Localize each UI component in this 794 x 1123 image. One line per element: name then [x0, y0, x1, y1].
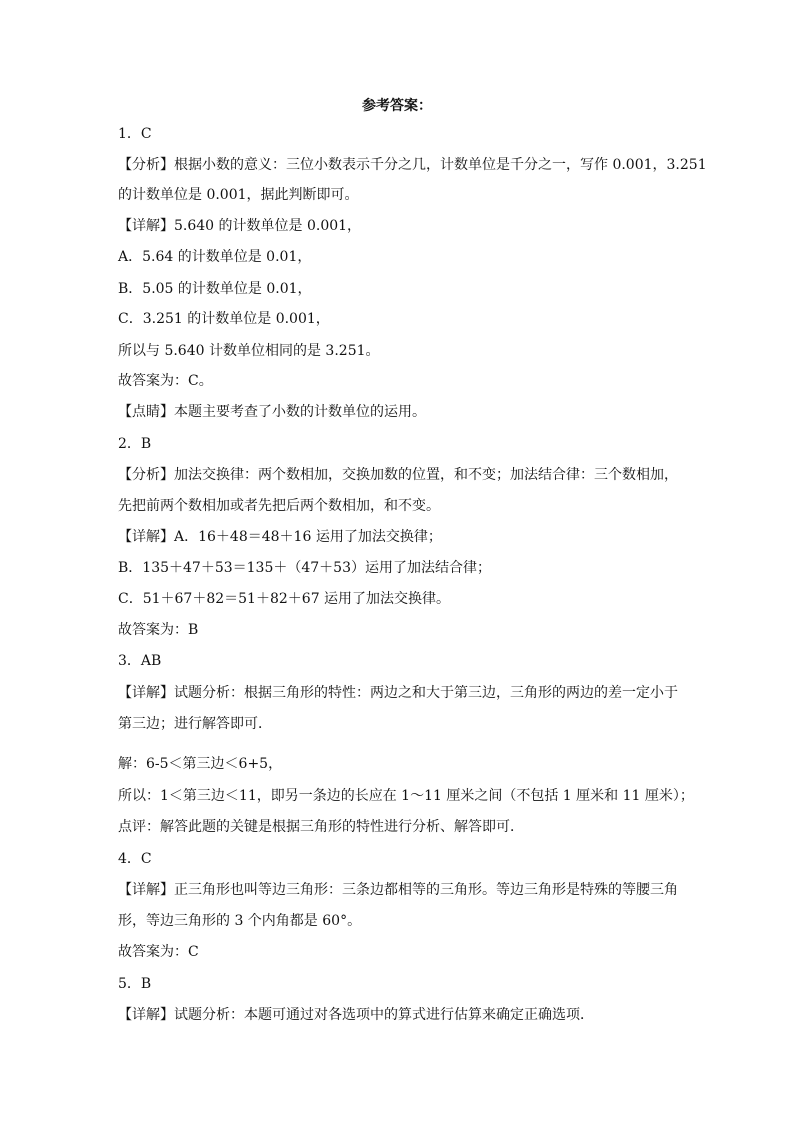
answer-4-detail-line-1: 【详解】正三角形也叫等边三角形：三条边都相等的三角形。等边三角形是特殊的等腰三角 — [118, 882, 678, 898]
answer-1-result: 故答案为：C。 — [118, 373, 213, 389]
answer-1-number: 1．C — [118, 126, 152, 142]
answer-4-number: 4．C — [118, 851, 152, 867]
answer-1-comment: 【点睛】本题主要考查了小数的计数单位的运用。 — [118, 404, 426, 420]
answer-2-detail-b: B．135＋47＋53＝135＋（47＋53）运用了加法结合律； — [118, 560, 491, 576]
answer-2-detail-c: C．51＋67＋82＝51＋82＋67 运用了加法交换律。 — [118, 591, 451, 607]
answer-1-detail: 【详解】5.640 的计数单位是 0.001， — [118, 218, 362, 234]
page-title: 参考答案： — [362, 98, 432, 114]
answer-2-detail-a: 【详解】A．16＋48＝48＋16 运用了加法交换律； — [118, 529, 442, 545]
answer-1-option-a: A．5.64 的计数单位是 0.01， — [118, 249, 312, 265]
answer-5-number: 5．B — [118, 976, 152, 992]
answer-2-result: 故答案为：B — [118, 622, 199, 638]
answer-1-option-b: B．5.05 的计数单位是 0.01， — [118, 281, 312, 297]
answer-4-detail-line-2: 形，等边三角形的 3 个内角都是 60°。 — [118, 913, 362, 929]
answer-1-analysis-line-2: 的计数单位是 0.001，据此判断即可。 — [118, 187, 359, 203]
answer-3-number: 3．AB — [118, 653, 162, 669]
answer-5-detail: 【详解】试题分析：本题可通过对各选项中的算式进行估算来确定正确选项． — [118, 1007, 594, 1023]
answer-2-number: 2．B — [118, 436, 152, 452]
answer-1-analysis-line-1: 【分析】根据小数的意义：三位小数表示千分之几，计数单位是千分之一，写作 0.001，3.251 — [118, 157, 707, 173]
answer-3-solution: 解：6-5＜第三边＜6+5， — [118, 756, 283, 772]
answer-3-conclusion: 所以：1＜第三边＜11，即另一条边的长应在 1～11 厘米之间（不包括 1 厘米和 11 厘米）； — [118, 788, 694, 804]
answer-2-analysis-line-1: 【分析】加法交换律：两个数相加，交换加数的位置，和不变；加法结合律：三个数相加， — [118, 467, 678, 483]
answer-1-conclusion: 所以与 5.640 计数单位相同的是 3.251。 — [118, 343, 380, 359]
answer-1-option-c: C．3.251 的计数单位是 0.001， — [118, 311, 330, 327]
answer-3-detail-line-2: 第三边；进行解答即可． — [118, 716, 272, 732]
answer-3-comment: 点评：解答此题的关键是根据三角形的特性进行分析、解答即可． — [118, 819, 524, 835]
answer-3-detail-line-1: 【详解】试题分析：根据三角形的特性：两边之和大于第三边，三角形的两边的差一定小于 — [118, 685, 678, 701]
answer-4-result: 故答案为：C — [118, 944, 199, 960]
answer-2-analysis-line-2: 先把前两个数相加或者先把后两个数相加，和不变。 — [118, 498, 440, 514]
